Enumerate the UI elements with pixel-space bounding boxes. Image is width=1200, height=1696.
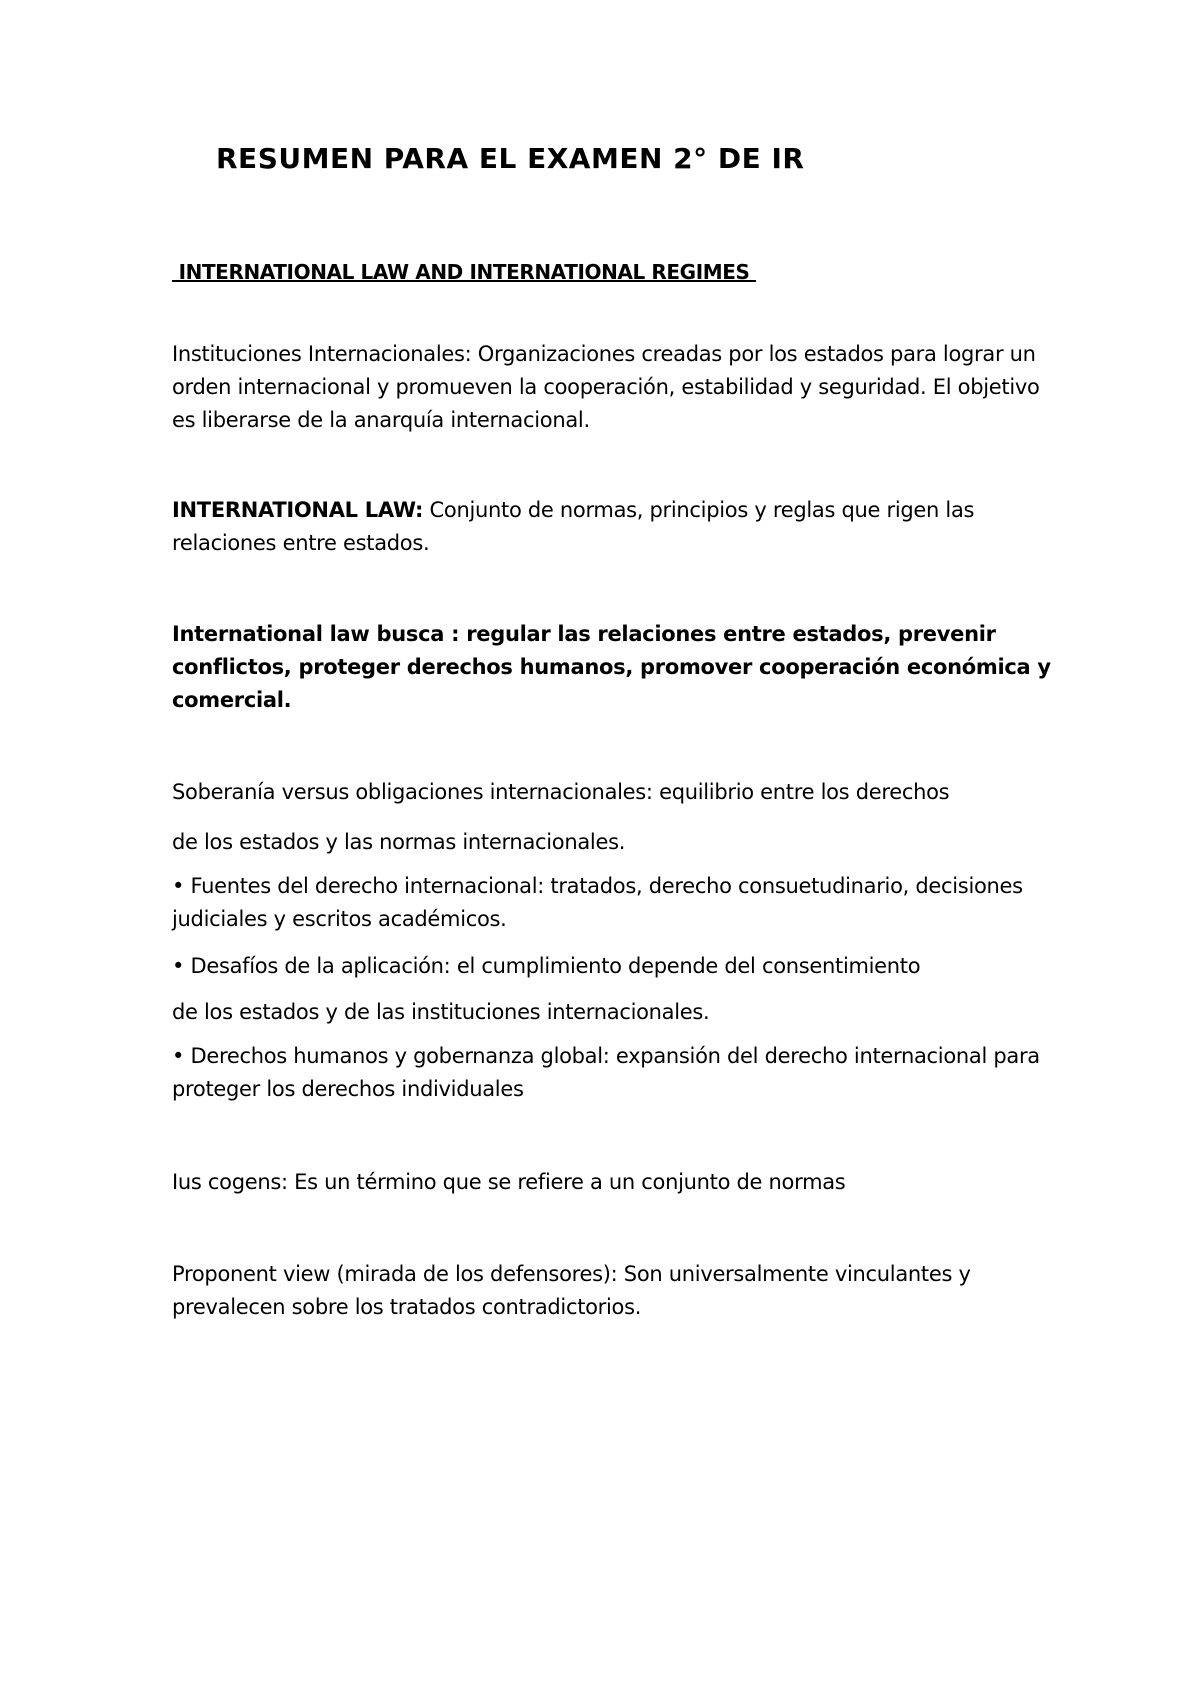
paragraph-proponent-view: Proponent view (mirada de los defensores): Son universalmente vinculantes y prevalecen sobre los tratados contradictorios. bbox=[172, 1262, 971, 1319]
paragraph-busca: International law busca : regular las relaciones entre estados, prevenir conflictos, proteger derechos humanos, promover cooperación económica y comercial. bbox=[172, 622, 1051, 712]
paragraph-instituciones: Instituciones Internacionales: Organizaciones creadas por los estados para lograr un orden internacional y promueven la cooperación, estabilidad y seguridad. El objetivo es liberarse de la anarquía internacional. bbox=[172, 342, 1040, 432]
soberania-line-2: de los estados y las normas internacionales. bbox=[172, 830, 626, 854]
paragraph-ius-cogens: Ius cogens: Es un término que se refiere a un conjunto de normas bbox=[172, 1170, 846, 1194]
bullet-fuentes: • Fuentes del derecho internacional: tratados, derecho consuetudinario, decisiones judiciales y escritos académicos. bbox=[172, 874, 1023, 931]
bullet-desafios-line-2: de los estados y de las instituciones internacionales. bbox=[172, 1000, 710, 1024]
bullet-derechos-humanos: • Derechos humanos y gobernanza global: expansión del derecho internacional para proteger los derechos individuales bbox=[172, 1044, 1040, 1101]
international-law-label: INTERNATIONAL LAW: bbox=[172, 498, 424, 522]
soberania-line-1: Soberanía versus obligaciones internacionales: equilibrio entre los derechos bbox=[172, 780, 950, 804]
bullet-desafios-line-1: • Desafíos de la aplicación: el cumplimiento depende del consentimiento bbox=[172, 954, 921, 978]
section-heading: INTERNATIONAL LAW AND INTERNATIONAL REGIMES bbox=[172, 260, 757, 284]
international-law-definition: Conjunto de normas, principios y reglas que rigen las relaciones entre estados. bbox=[172, 498, 975, 555]
document-title: RESUMEN PARA EL EXAMEN 2° DE IR bbox=[216, 142, 805, 175]
paragraph-international-law bbox=[172, 494, 1052, 560]
